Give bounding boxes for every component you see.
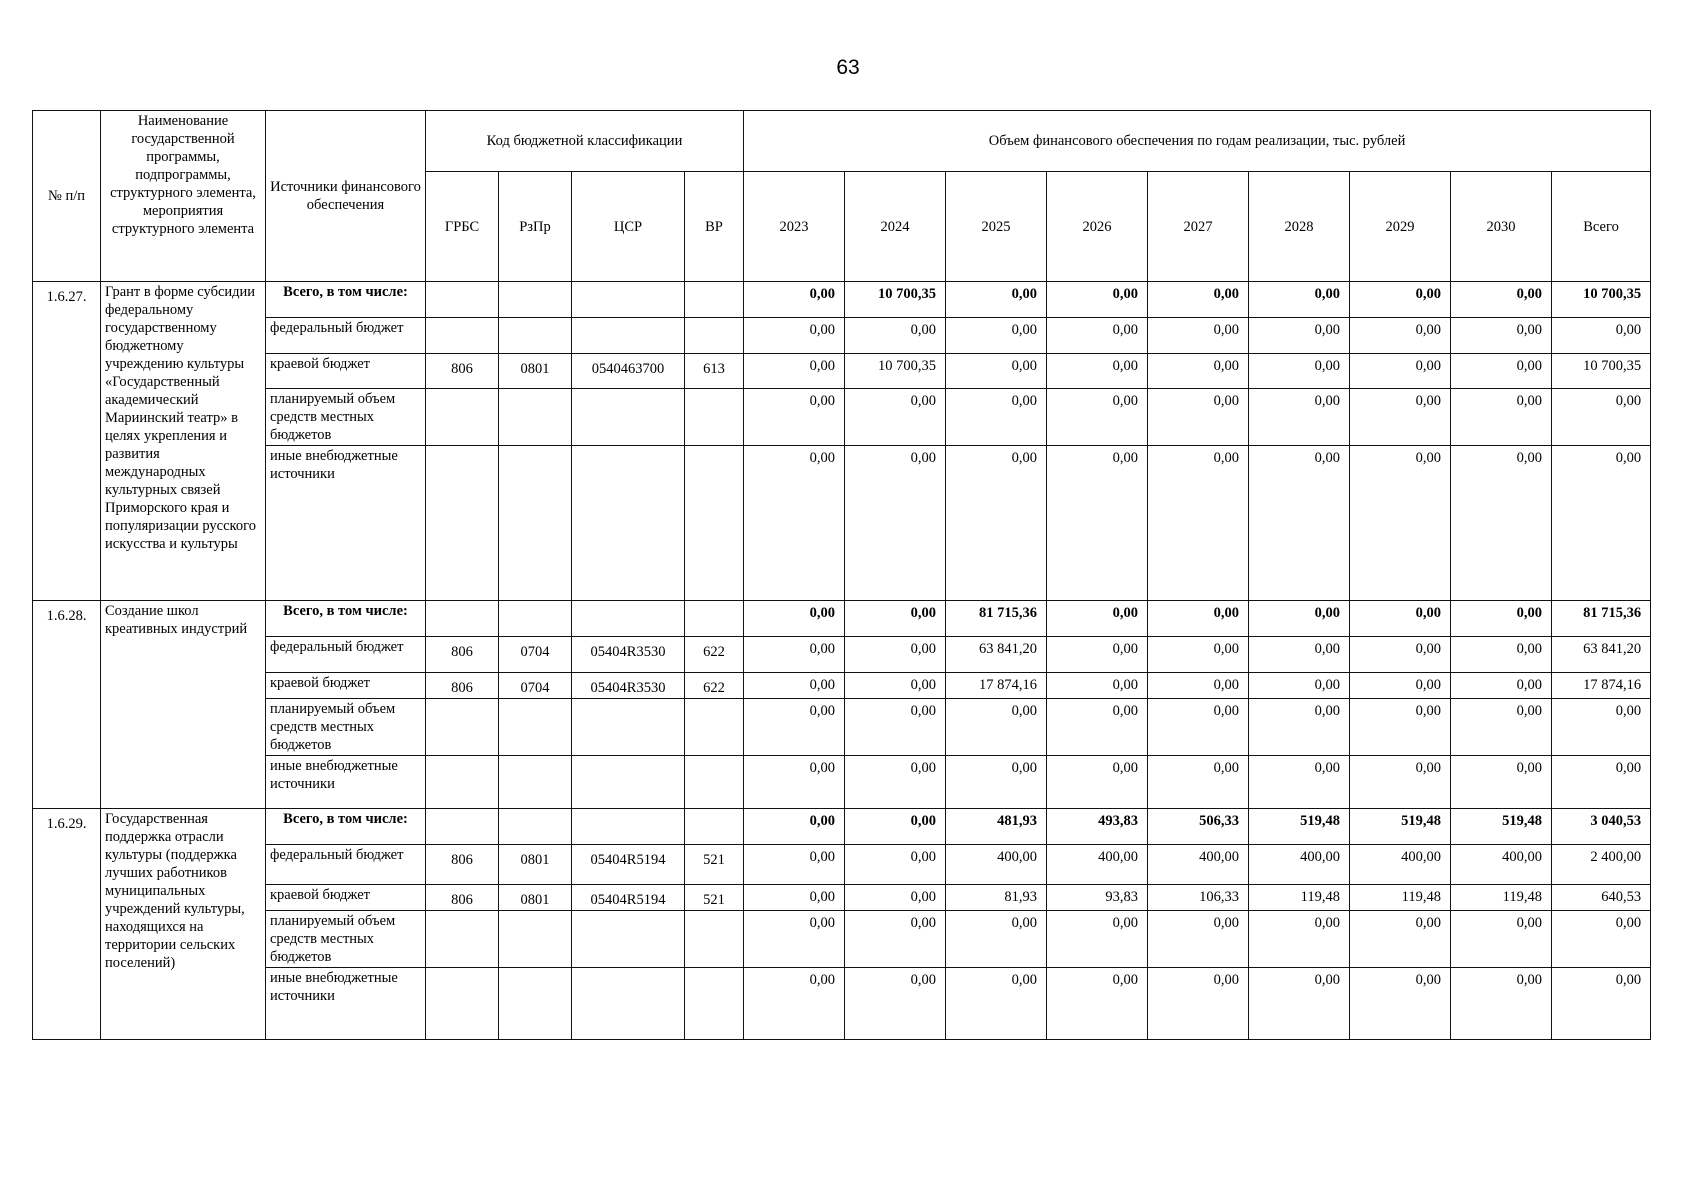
value-2024: 0,00: [845, 885, 946, 911]
code-grbs: [426, 968, 499, 1040]
value-total: 17 874,16: [1552, 673, 1651, 699]
table-row: [33, 637, 1651, 673]
value-2029: 0,00: [1350, 389, 1451, 446]
value-2029: 0,00: [1350, 446, 1451, 601]
value-2025: 0,00: [946, 318, 1047, 354]
value-2029: 400,00: [1350, 845, 1451, 885]
value-2029: 0,00: [1350, 756, 1451, 809]
value-2026: 0,00: [1047, 699, 1148, 756]
code-vr: 521: [685, 845, 744, 885]
value-total: 0,00: [1552, 699, 1651, 756]
value-2030: 0,00: [1451, 354, 1552, 389]
value-total: 10 700,35: [1552, 282, 1651, 318]
code-grbs: [426, 389, 499, 446]
value-2027: 0,00: [1148, 282, 1249, 318]
value-2026: 0,00: [1047, 756, 1148, 809]
value-2027: 0,00: [1148, 911, 1249, 968]
value-2027: 0,00: [1148, 318, 1249, 354]
header-source: Источники финансового обеспечения: [266, 111, 426, 282]
code-grbs: 806: [426, 637, 499, 673]
code-rzpr: 0704: [499, 673, 572, 699]
code-rzpr: [499, 756, 572, 809]
value-2029: 119,48: [1350, 885, 1451, 911]
value-2026: 0,00: [1047, 911, 1148, 968]
code-rzpr: [499, 809, 572, 845]
value-2028: 0,00: [1249, 389, 1350, 446]
value-2026: 0,00: [1047, 446, 1148, 601]
value-2026: 0,00: [1047, 637, 1148, 673]
value-2030: 0,00: [1451, 446, 1552, 601]
code-vr: 521: [685, 885, 744, 911]
value-2027: 0,00: [1148, 601, 1249, 637]
value-2028: 0,00: [1249, 446, 1350, 601]
value-total: 10 700,35: [1552, 354, 1651, 389]
code-vr: [685, 601, 744, 637]
value-2023: 0,00: [744, 809, 845, 845]
code-rzpr: 0801: [499, 885, 572, 911]
value-2027: 0,00: [1148, 637, 1249, 673]
code-grbs: 806: [426, 845, 499, 885]
code-csr: 0540463700: [572, 354, 685, 389]
value-total: 0,00: [1552, 389, 1651, 446]
item-number: 1.6.28.: [33, 601, 101, 809]
value-2024: 0,00: [845, 318, 946, 354]
value-2026: 0,00: [1047, 354, 1148, 389]
value-total: 0,00: [1552, 968, 1651, 1040]
code-csr: [572, 601, 685, 637]
value-2024: 0,00: [845, 911, 946, 968]
value-2026: 93,83: [1047, 885, 1148, 911]
funding-source: Всего, в том числе:: [266, 809, 426, 845]
value-2029: 0,00: [1350, 282, 1451, 318]
code-grbs: [426, 911, 499, 968]
code-rzpr: [499, 601, 572, 637]
value-2024: 0,00: [845, 601, 946, 637]
value-2029: 0,00: [1350, 968, 1451, 1040]
value-2024: 0,00: [845, 756, 946, 809]
header-year-2024: 2024: [845, 172, 946, 282]
table-row: [33, 673, 1651, 699]
funding-source: федеральный бюджет: [266, 637, 426, 673]
code-rzpr: 0801: [499, 845, 572, 885]
value-2027: 0,00: [1148, 699, 1249, 756]
code-grbs: [426, 601, 499, 637]
value-2025: 0,00: [946, 282, 1047, 318]
code-csr: [572, 809, 685, 845]
value-2028: 0,00: [1249, 601, 1350, 637]
value-total: 0,00: [1552, 318, 1651, 354]
code-csr: [572, 911, 685, 968]
value-2024: 0,00: [845, 809, 946, 845]
value-2029: 0,00: [1350, 601, 1451, 637]
table-row: [33, 885, 1651, 911]
code-vr: [685, 756, 744, 809]
value-2029: 0,00: [1350, 911, 1451, 968]
budget-table: [32, 110, 1651, 1040]
value-2027: 506,33: [1148, 809, 1249, 845]
value-2023: 0,00: [744, 968, 845, 1040]
value-2030: 0,00: [1451, 282, 1552, 318]
code-rzpr: [499, 282, 572, 318]
value-2029: 0,00: [1350, 354, 1451, 389]
code-vr: [685, 282, 744, 318]
header-rzpr: РзПр: [499, 172, 572, 282]
value-2024: 10 700,35: [845, 282, 946, 318]
value-total: 0,00: [1552, 911, 1651, 968]
code-grbs: [426, 809, 499, 845]
funding-source: Всего, в том числе:: [266, 282, 426, 318]
value-2029: 519,48: [1350, 809, 1451, 845]
funding-source: Всего, в том числе:: [266, 601, 426, 637]
header-csr: ЦСР: [572, 172, 685, 282]
value-2029: 0,00: [1350, 318, 1451, 354]
table-row: [33, 389, 1651, 446]
header-vr: ВР: [685, 172, 744, 282]
header-year-2029: 2029: [1350, 172, 1451, 282]
code-csr: 05404R5194: [572, 885, 685, 911]
funding-source: планируемый объем средств местных бюджетов: [266, 911, 426, 968]
value-2030: 119,48: [1451, 885, 1552, 911]
code-csr: 05404R5194: [572, 845, 685, 885]
code-csr: [572, 699, 685, 756]
value-2025: 0,00: [946, 389, 1047, 446]
value-2027: 0,00: [1148, 968, 1249, 1040]
value-2028: 0,00: [1249, 282, 1350, 318]
code-csr: [572, 446, 685, 601]
value-total: 2 400,00: [1552, 845, 1651, 885]
value-total: 81 715,36: [1552, 601, 1651, 637]
value-2029: 0,00: [1350, 699, 1451, 756]
table-header: [33, 111, 1651, 282]
value-2024: 0,00: [845, 699, 946, 756]
value-2024: 10 700,35: [845, 354, 946, 389]
value-2026: 0,00: [1047, 389, 1148, 446]
value-2023: 0,00: [744, 282, 845, 318]
code-vr: [685, 446, 744, 601]
value-2025: 400,00: [946, 845, 1047, 885]
value-2028: 0,00: [1249, 354, 1350, 389]
table-row: [33, 601, 1651, 637]
funding-source: иные внебюджетные источники: [266, 446, 426, 601]
item-number: 1.6.29.: [33, 809, 101, 1040]
value-2025: 17 874,16: [946, 673, 1047, 699]
value-2026: 0,00: [1047, 318, 1148, 354]
value-2023: 0,00: [744, 601, 845, 637]
code-csr: 05404R3530: [572, 637, 685, 673]
code-csr: [572, 389, 685, 446]
table-row: [33, 699, 1651, 756]
value-2024: 0,00: [845, 446, 946, 601]
code-rzpr: [499, 318, 572, 354]
funding-source: иные внебюджетные источники: [266, 968, 426, 1040]
value-2028: 0,00: [1249, 756, 1350, 809]
value-2030: 0,00: [1451, 673, 1552, 699]
value-2030: 0,00: [1451, 318, 1552, 354]
code-csr: [572, 968, 685, 1040]
code-csr: 05404R3530: [572, 673, 685, 699]
header-funding-by-year: Объем финансового обеспечения по годам реализации, тыс. рублей: [744, 111, 1651, 172]
value-2029: 0,00: [1350, 637, 1451, 673]
header-year-2026: 2026: [1047, 172, 1148, 282]
header-number: № п/п: [33, 111, 101, 282]
value-2028: 119,48: [1249, 885, 1350, 911]
code-grbs: 806: [426, 354, 499, 389]
value-2030: 519,48: [1451, 809, 1552, 845]
value-2025: 63 841,20: [946, 637, 1047, 673]
item-name: Государственная поддержка отрасли культуры (поддержка лучших работников муниципальных учреждений культуры, находящихся на территории сельских поселений): [101, 809, 266, 1040]
value-total: 63 841,20: [1552, 637, 1651, 673]
value-2025: 0,00: [946, 911, 1047, 968]
value-total: 640,53: [1552, 885, 1651, 911]
value-2024: 0,00: [845, 673, 946, 699]
value-2030: 0,00: [1451, 699, 1552, 756]
value-2027: 0,00: [1148, 354, 1249, 389]
value-2030: 0,00: [1451, 637, 1552, 673]
value-2028: 0,00: [1249, 968, 1350, 1040]
value-2023: 0,00: [744, 389, 845, 446]
code-vr: 622: [685, 673, 744, 699]
code-rzpr: [499, 699, 572, 756]
code-vr: [685, 699, 744, 756]
value-2025: 0,00: [946, 699, 1047, 756]
code-grbs: 806: [426, 673, 499, 699]
code-rzpr: [499, 389, 572, 446]
value-total: 0,00: [1552, 756, 1651, 809]
table-row: [33, 845, 1651, 885]
code-rzpr: [499, 911, 572, 968]
header-name: Наименование государственной программы, подпрограммы, структурного элемента, мероприятия структурного элемента: [101, 111, 266, 282]
value-2028: 400,00: [1249, 845, 1350, 885]
value-2025: 0,00: [946, 756, 1047, 809]
table-row: [33, 282, 1651, 318]
value-2028: 0,00: [1249, 673, 1350, 699]
value-2030: 0,00: [1451, 911, 1552, 968]
funding-source: краевой бюджет: [266, 354, 426, 389]
code-grbs: [426, 756, 499, 809]
value-2026: 0,00: [1047, 673, 1148, 699]
value-2026: 493,83: [1047, 809, 1148, 845]
item-name: Создание школ креативных индустрий: [101, 601, 266, 809]
header-year-2028: 2028: [1249, 172, 1350, 282]
value-2027: 106,33: [1148, 885, 1249, 911]
value-2028: 519,48: [1249, 809, 1350, 845]
code-grbs: [426, 699, 499, 756]
value-2023: 0,00: [744, 911, 845, 968]
value-2023: 0,00: [744, 318, 845, 354]
code-grbs: [426, 318, 499, 354]
code-grbs: 806: [426, 885, 499, 911]
page-number: 63: [836, 56, 860, 79]
funding-source: федеральный бюджет: [266, 845, 426, 885]
code-grbs: [426, 282, 499, 318]
value-2024: 0,00: [845, 968, 946, 1040]
funding-source: федеральный бюджет: [266, 318, 426, 354]
value-2027: 400,00: [1148, 845, 1249, 885]
code-rzpr: 0801: [499, 354, 572, 389]
value-2023: 0,00: [744, 756, 845, 809]
value-2026: 0,00: [1047, 282, 1148, 318]
funding-source: планируемый объем средств местных бюджетов: [266, 699, 426, 756]
value-2023: 0,00: [744, 673, 845, 699]
table-row: [33, 911, 1651, 968]
value-2025: 0,00: [946, 354, 1047, 389]
value-total: 0,00: [1552, 446, 1651, 601]
header-year-2030: 2030: [1451, 172, 1552, 282]
header-year-2027: 2027: [1148, 172, 1249, 282]
item-number: 1.6.27.: [33, 282, 101, 601]
code-csr: [572, 756, 685, 809]
header-grbs: ГРБС: [426, 172, 499, 282]
value-2025: 481,93: [946, 809, 1047, 845]
code-rzpr: 0704: [499, 637, 572, 673]
code-vr: [685, 809, 744, 845]
value-2023: 0,00: [744, 446, 845, 601]
value-2028: 0,00: [1249, 318, 1350, 354]
value-2024: 0,00: [845, 845, 946, 885]
header-budget-codes: Код бюджетной классификации: [426, 111, 744, 172]
value-2026: 0,00: [1047, 601, 1148, 637]
funding-source: краевой бюджет: [266, 673, 426, 699]
value-2030: 400,00: [1451, 845, 1552, 885]
code-vr: 613: [685, 354, 744, 389]
value-2027: 0,00: [1148, 446, 1249, 601]
value-2024: 0,00: [845, 389, 946, 446]
value-2028: 0,00: [1249, 637, 1350, 673]
value-2026: 400,00: [1047, 845, 1148, 885]
value-2030: 0,00: [1451, 968, 1552, 1040]
code-csr: [572, 282, 685, 318]
value-2026: 0,00: [1047, 968, 1148, 1040]
value-2024: 0,00: [845, 637, 946, 673]
item-name: Грант в форме субсидии федеральному государственному бюджетному учреждению культуры «Государственный академический Мариинский театр» в целях укрепления и развития международных культурных связей Приморского края и популяризации русского искусства и культуры: [101, 282, 266, 601]
value-2029: 0,00: [1350, 673, 1451, 699]
value-2027: 0,00: [1148, 673, 1249, 699]
table-row: [33, 968, 1651, 1040]
value-2027: 0,00: [1148, 756, 1249, 809]
value-total: 3 040,53: [1552, 809, 1651, 845]
table-row: [33, 446, 1651, 601]
value-2025: 81 715,36: [946, 601, 1047, 637]
value-2025: 0,00: [946, 968, 1047, 1040]
value-2028: 0,00: [1249, 911, 1350, 968]
code-vr: [685, 968, 744, 1040]
code-vr: 622: [685, 637, 744, 673]
code-grbs: [426, 446, 499, 601]
value-2027: 0,00: [1148, 389, 1249, 446]
value-2030: 0,00: [1451, 389, 1552, 446]
value-2023: 0,00: [744, 354, 845, 389]
code-rzpr: [499, 968, 572, 1040]
code-vr: [685, 389, 744, 446]
value-2023: 0,00: [744, 885, 845, 911]
table-row: [33, 318, 1651, 354]
header-year-2025: 2025: [946, 172, 1047, 282]
value-2025: 81,93: [946, 885, 1047, 911]
value-2028: 0,00: [1249, 699, 1350, 756]
table-row: [33, 756, 1651, 809]
value-2023: 0,00: [744, 699, 845, 756]
header-total: Всего: [1552, 172, 1651, 282]
table-row: [33, 354, 1651, 389]
value-2023: 0,00: [744, 637, 845, 673]
header-year-2023: 2023: [744, 172, 845, 282]
funding-source: краевой бюджет: [266, 885, 426, 911]
code-rzpr: [499, 446, 572, 601]
funding-source: планируемый объем средств местных бюджетов: [266, 389, 426, 446]
code-vr: [685, 911, 744, 968]
value-2025: 0,00: [946, 446, 1047, 601]
code-vr: [685, 318, 744, 354]
table-body: [33, 282, 1651, 1040]
value-2023: 0,00: [744, 845, 845, 885]
value-2030: 0,00: [1451, 601, 1552, 637]
table-row: [33, 809, 1651, 845]
funding-source: иные внебюджетные источники: [266, 756, 426, 809]
code-csr: [572, 318, 685, 354]
value-2030: 0,00: [1451, 756, 1552, 809]
